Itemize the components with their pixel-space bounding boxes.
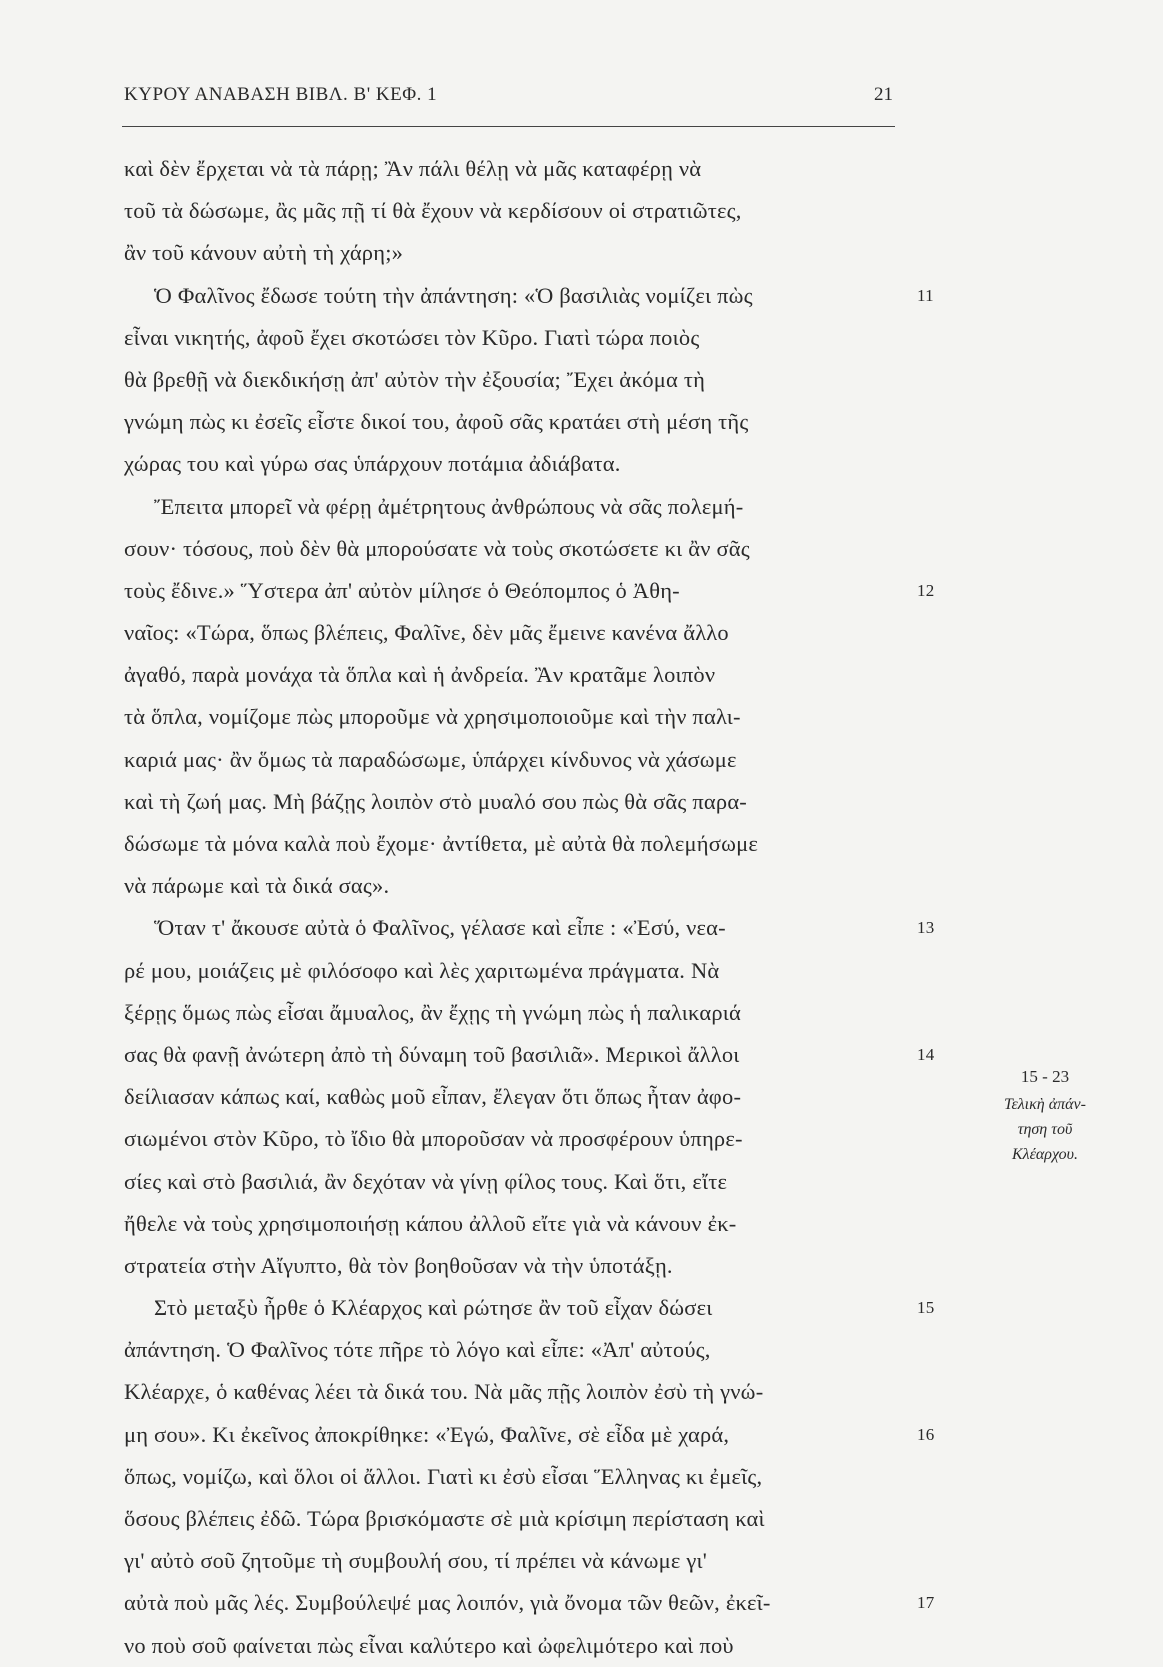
paragraph-number: 17 [917, 1593, 935, 1613]
text-line [124, 1118, 906, 1160]
text-line [124, 148, 906, 190]
text-line [124, 1371, 906, 1413]
text-line-content: αὐτὰ ποὺ μᾶς λές. Συμβούλεψέ μας λοιπόν, γιὰ ὄνομα τῶν θεῶν, ἐκεῖ- [124, 1590, 771, 1616]
main-text [124, 148, 935, 1667]
text-line [124, 486, 906, 528]
text-line [124, 528, 906, 570]
text-line [124, 950, 906, 992]
text-line [124, 1625, 906, 1667]
text-line [124, 401, 906, 443]
text-line-content: δείλιασαν κάπως καί, καθὼς μοῦ εἶπαν, ἔλεγαν ὅτι ὅπως ἦταν ἀφο- [124, 1084, 742, 1110]
text-line-content: ὅπως, νομίζω, καὶ ὅλοι οἱ ἄλλοι. Γιατὶ κι ἐσὺ εἶσαι Ἕλληνας κι ἐμεῖς, [124, 1463, 763, 1489]
text-line-content: στρατεία στὴν Αἴγυπτο, θὰ τὸν βοηθοῦσαν νὰ τὴν ὑποτάξῃ. [124, 1252, 673, 1278]
text-line-content: ναῖος: «Τώρα, ὅπως βλέπεις, Φαλῖνε, δὲν μᾶς ἔμεινε κανένα ἄλλο [124, 620, 729, 646]
text-line [124, 443, 906, 485]
text-line [124, 654, 906, 696]
margin-note-caption-line: τηση τοῦ [1017, 1121, 1073, 1138]
text-line-content: καὶ τὴ ζωή μας. Μὴ βάζῃς λοιπὸν στὸ μυαλό σου πὼς θὰ σᾶς παρα- [124, 788, 747, 814]
text-line [124, 1076, 906, 1118]
text-line [124, 1203, 906, 1245]
text-line [124, 612, 906, 654]
text-line [124, 359, 906, 401]
margin-note-caption-line: Κλέαρχου. [1011, 1146, 1079, 1163]
text-line-content: Κλέαρχε, ὁ καθένας λέει τὰ δικά του. Νὰ μᾶς πῇς λοιπὸν ἐσὺ τὴ γνώ- [124, 1379, 764, 1405]
text-line-content: ἂν τοῦ κάνουν αὐτὴ τὴ χάρη;» [124, 240, 404, 266]
paragraph-number: 16 [917, 1424, 935, 1444]
text-line-content: νὰ πάρωμε καὶ τὰ δικά σας». [124, 873, 390, 899]
text-line [124, 1540, 906, 1582]
text-line-content: γνώμη πὼς κι ἐσεῖς εἶστε δικοί του, ἀφοῦ σᾶς κρατάει στὴ μέση τῆς [124, 409, 749, 435]
text-line-content: τοῦ τὰ δώσωμε, ἂς μᾶς πῇ τί θὰ ἔχουν νὰ κερδίσουν οἱ στρατιῶτες, [124, 198, 742, 224]
text-line-content: δώσωμε τὰ μόνα καλὰ ποὺ ἔχομε· ἀντίθετα, μὲ αὐτὰ θὰ πολεμήσωμε [124, 831, 759, 856]
text-line-content: ξέρῃς ὅμως πὼς εἶσαι ἄμυαλος, ἂν ἔχῃς τὴ γνώμη πὼς ἡ παλικαριά [124, 999, 742, 1025]
text-line [124, 1245, 906, 1287]
text-line [124, 1329, 906, 1371]
margin-note-range: 15 - 23 [1020, 1067, 1070, 1086]
text-line-content: Ὁ Φαλῖνος ἔδωσε τούτη τὴν ἀπάντηση: «Ὁ βασιλιὰς νομίζει πὼς [154, 282, 753, 308]
running-title: ΚΥΡΟΥ ΑΝΑΒΑΣΗ ΒΙΒΛ. Β' ΚΕΦ. 1 [124, 84, 438, 105]
text-line-content: τὰ ὅπλα, νομίζομε πὼς μποροῦμε νὰ χρησιμοποιοῦμε καὶ τὴν παλι- [124, 704, 741, 730]
margin-note [970, 1062, 1120, 1167]
text-line [124, 1414, 935, 1456]
text-line-content: εἶναι νικητής, ἀφοῦ ἔχει σκοτώσει τὸν Κῦρο. Γιατὶ τώρα ποιὸς [124, 324, 700, 350]
text-line-content: θὰ βρεθῇ νὰ διεκδικήσῃ ἀπ' αὐτὸν τὴν ἐξουσία; Ἔχει ἀκόμα τὴ [124, 366, 706, 392]
margin-note-caption-line: Τελικὴ ἀπάν- [1004, 1096, 1086, 1113]
text-line-content: χώρας του καὶ γύρω σας ὑπάρχουν ποτάμια ἀδιάβατα. [124, 451, 621, 477]
text-line-content: καριά μας· ἂν ὅμως τὰ παραδώσωμε, ὑπάρχει κίνδυνος νὰ χάσωμε [124, 746, 737, 772]
text-line-content: ρέ μου, μοιάζεις μὲ φιλόσοφο καὶ λὲς χαριτωμένα πράγματα. Νὰ [124, 957, 720, 983]
text-line-content: μη σου». Κι ἐκεῖνος ἀποκρίθηκε: «Ἐγώ, Φαλῖνε, σὲ εἶδα μὲ χαρά, [124, 1421, 730, 1447]
text-line-content: καὶ δὲν ἔρχεται νὰ τὰ πάρῃ; Ἂν πάλι θέλῃ νὰ μᾶς καταφέρῃ νὰ [124, 156, 702, 181]
text-line [124, 1582, 935, 1624]
running-header [122, 80, 895, 127]
text-line [124, 992, 906, 1034]
paragraph-number: 12 [917, 580, 935, 600]
text-line [124, 1498, 906, 1540]
text-line [124, 1287, 935, 1329]
text-line-content: Στὸ μεταξὺ ἦρθε ὁ Κλέαρχος καὶ ρώτησε ἂν τοῦ εἶχαν δώσει [154, 1295, 713, 1321]
paragraph-number: 11 [917, 285, 934, 305]
text-line [124, 907, 935, 949]
text-line [124, 781, 906, 823]
text-line [124, 232, 906, 274]
text-line-content: ἤθελε νὰ τοὺς χρησιμοποιήσῃ κάπου ἀλλοῦ εἴτε γιὰ νὰ κάνουν ἐκ- [124, 1210, 737, 1236]
page-number: 21 [874, 84, 893, 105]
text-line [124, 570, 935, 612]
paragraph-number: 14 [917, 1044, 935, 1064]
paragraph-number: 15 [917, 1298, 935, 1318]
text-line-content: τοὺς ἔδινε.» Ὕστερα ἀπ' αὐτὸν μίλησε ὁ Θεόπομπος ὁ Ἀθη- [124, 577, 680, 603]
text-line [124, 1456, 906, 1498]
text-line-content: σίες καὶ στὸ βασιλιά, ἂν δεχόταν νὰ γίνῃ φίλος τους. Καὶ ὅτι, εἴτε [124, 1168, 728, 1194]
paragraph-number: 13 [917, 918, 935, 938]
text-line [124, 275, 934, 317]
text-line-content: Ὅταν τ' ἄκουσε αὐτὰ ὁ Φαλῖνος, γέλασε καὶ εἶπε : «Ἐσύ, νεα- [154, 915, 726, 941]
text-line [124, 823, 906, 865]
text-line [124, 1161, 906, 1203]
text-line-content: νο ποὺ σοῦ φαίνεται πὼς εἶναι καλύτερο καὶ ὠφελιμότερο καὶ ποὺ [124, 1632, 734, 1658]
text-line [124, 317, 906, 359]
text-line [124, 739, 906, 781]
text-line-content: γι' αὐτὸ σοῦ ζητοῦμε τὴ συμβουλή σου, τί πρέπει νὰ κάνωμε γι' [124, 1548, 708, 1574]
text-line-content: Ἔπειτα μπορεῖ νὰ φέρῃ ἀμέτρητους ἀνθρώπους νὰ σᾶς πολεμή- [154, 493, 744, 519]
text-line-content: σιωμένοι στὸν Κῦρο, τὸ ἴδιο θὰ μποροῦσαν νὰ προσφέρουν ὑπηρε- [124, 1126, 743, 1152]
text-line [124, 1034, 935, 1076]
text-line-content: ἀπάντηση. Ὁ Φαλῖνος τότε πῆρε τὸ λόγο καὶ εἶπε: «Ἀπ' αὐτούς, [124, 1337, 711, 1363]
text-line [124, 190, 906, 232]
text-line-content: σας θὰ φανῇ ἀνώτερη ἀπὸ τὴ δύναμη τοῦ βασιλιᾶ». Μερικοὶ ἄλλοι [124, 1041, 740, 1067]
text-line [124, 865, 906, 907]
text-line [124, 696, 906, 738]
text-line-content: ὅσους βλέπεις ἐδῶ. Τώρα βρισκόμαστε σὲ μιὰ κρίσιμη περίσταση καὶ [124, 1506, 765, 1531]
text-line-content: σουν· τόσους, ποὺ δὲν θὰ μπορούσατε νὰ τοὺς σκοτώσετε κι ἂν σᾶς [124, 535, 750, 561]
text-line-content: ἀγαθό, παρὰ μονάχα τὰ ὅπλα καὶ ἡ ἀνδρεία. Ἂν κρατᾶμε λοιπὸν [124, 662, 716, 688]
